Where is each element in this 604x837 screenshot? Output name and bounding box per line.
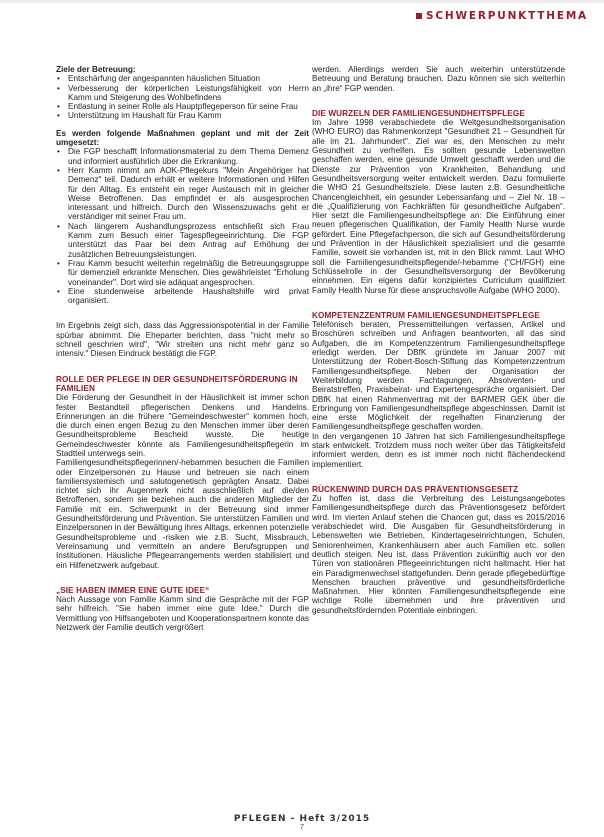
roots-paragraph: Im Jahre 1998 verabschiedete die Weltgesundheitsorganisation (WHO EURO) das Rahmenkonzept "Gesundheit 21 – Gesundheit für alle im 21. Jahrhundert". Ziel war es, den Menschen zu mehr Gesundheit zu verhelfen. Es sollten gesunde Lebenswelten geschaffen werden, eine gesunde Umwelt geschafft werden und die Dienste zur Prävention von Krankheiten, Behandlung und Gesundheitsversorgung weiter entwickelt werden. Dazu formulierte die WHO 21 Gesundheitsziele. Diese lauten z.B. Gesundheitliche Chancengleichheit, ein gesunder Lebensanfang und – Ziel Nr. 18 – die „Qualifizierung von Fachkräften für gesundheitliche Aufgaben“. Hier setzt die Familiengesundheitspflege an: Die Einführung einer neuen pflegerischen Qualifikation, der Family Health Nurse wurde gefördert. Eine Pflegefachperson, die sich auf Gesundheitsförderung und Prävention in der Häuslichkeit spezialisiert und die gesamte Familie, soweit sie vorhanden ist, mit in den Blick nimmt. Laut WHO soll die Familiengesundheitspflegende/-hebamme ("CH/FGH) eine Schlüsselrolle in der Gesundheitsversorgung der Bevölkerung einnehmen. Ein eigens dafür konzipiertes Curriculum qualifiziert Family Health Nurse für diese anspruchsvolle Aufgabe (WHO 2000). bbox=[312, 118, 565, 295]
competence-paragraph-1: Telefonisch beraten, Pressemitteilungen verfassen, Artikel und Broschüren schreiben und Anfragen beantworten, all das sind Aufgaben, die im Kompetenzzentrum Familiengesundheitspflege erledigt werden. Der DBfK gründete im Januar 2007 mit Unterstützung der Robert-Bosch-Stiftung das Kompetenzzentrum Familiengesundheitspflege. Neben der Organisation der Weiterbildung werden Fachtagungen, Absolventen- und Beiratstreffen, Praxisbeirat- und Expertengespräche organisiert. Der DBfK hat einen Rahmenvertrag mit der BARMER GEK über die Erbringung von Familiengesundheitspflege abgeschlossen. Damit ist eine erste Möglichkeit der regelhaften Finanzierung der Familiengesundheitspflege geschaffen worden. bbox=[312, 320, 565, 432]
quote-heading: „SIE HABEN IMMER EINE GUTE IDEE“ bbox=[56, 585, 210, 595]
tailwind-paragraph: Zu hoffen ist, dass die Verbreitung des Leistungsangebotes Familiengesundheitspflege durch das Präventionsgesetz befördert wird. Im vierten Anlauf stehen die Chancen gut, dass es 2015/2016 verabschiedet wird. Die Ausgaben für Gesundheitsförderung in Lebenswelten wie Betrieben, Kindertageseinrichtungen, Schulen, Seniorenheimen, Krankenhäusern aber auch Familien etc. sollen deutlich steigen. Neu ist, dass Prävention zukünftig auch vor den Türen von stationären Pflegeeinrichtungen nicht haltmacht. Hier hat ein Paradigmenwechsel stattgefunden. Denn gerade pflegebedürftige Menschen brauchen präventive und gesundheitsförderliche Maßnahmen. Hier könnten Familiengesundheitspflegende eine wichtige Rolle übernehmen und ihre präventiven und gesundheitsfördernden Potentiale einbringen. bbox=[312, 494, 565, 615]
goals-heading: Ziele der Betreuung: bbox=[56, 65, 136, 74]
section-title: SCHWERPUNKTTHEMA bbox=[426, 10, 588, 22]
list-item: • Unterstützung im Haushalt für Frau Kamm bbox=[56, 111, 309, 120]
competence-heading: KOMPETENZZENTRUM FAMILIENGESUNDHEITSPFLEGE bbox=[312, 310, 540, 320]
measures-heading: Es werden folgende Maßnahmen geplant und mit der Zeit umgesetzt: bbox=[56, 128, 309, 148]
competence-paragraph-2: In den vergangenen 10 Jahren hat sich Familiengesundheitspflege stark entwickelt. Trotzdem muss noch weiter über das Tätigkeitsfeld informiert werden, denn es ist immer noch nicht flächendeckend implementiert. bbox=[312, 431, 565, 469]
role-paragraph-2: Familiengesundheitspflegerinnen/-hebammen besuchen die Familien oder Einzelpersonen zu Hause und betreuen sie nach einem familiensystemisch und salutogenetisch geprägten Ansatz. Dabei richtet sich ihr Augenmerk nicht ausschließlich auf die/den Betroffenen, sondern sie beziehen auch die anderen Mitglieder der Familie mit ein. Schwerpunkt in der Betreuung sind immer Gesundheitsförderung und Prävention. Sie unterstützen Familien und Einzelpersonen in der Bewältigung ihres Alltags, erkennen potenzielle Gesundheitsprobleme und -risiken wie z.B. Sucht, Missbrauch, Vereinsamung und vermitteln an andere Berufsgruppen und Institutionen. Häusliche Pflegearrangements werden stabilisiert und ein Hilfenetzwerk aufgebaut. bbox=[56, 458, 309, 570]
result-paragraph: Im Ergebnis zeigt sich, dass das Aggressionspotential in der Familie spürbar abnimmt. Die Eheparter berichten, dass "nicht mehr so schnell geschrien wird", "Wir streiten uns nicht mehr ganz so intensiv." Diesen Eindruck bestätigt die FGP. bbox=[56, 321, 309, 359]
section-title-wrap bbox=[416, 10, 588, 22]
section-square-icon bbox=[416, 13, 422, 19]
role-paragraph-1: Die Förderung der Gesundheit in der Häuslichkeit ist immer schon fester Bestandteil pflegerischen Denkens und Handelns. Erinnerungen an die frühere "Gemeindeschwester" kommen hoch, die durch einen engen Bezug zu den Menschen immer über deren Gesundheitsprobleme Bescheid wusste. Die heutige Gemeindeschwester könnte als Familiengesundheitspflegerin im Stadtteil unterwegs sein. bbox=[56, 393, 309, 458]
list-item: • Nach längerem Aushandlungsprozess entschließt sich Frau Kamm zum Besuch einer Tagespflegeeinrichtung. Die FGP unterstützt das Paar bei dem Antrag auf Erhöhung der zusätzlichen Betreuungsleistungen. bbox=[56, 222, 309, 259]
list-item: • Eine stundenweise arbeitende Haushaltshilfe wird privat organisiert. bbox=[56, 287, 309, 306]
role-heading: ROLLE DER PFLEGE IN DER GESUNDHEITSFÖRDERUNG IN FAMILIEN bbox=[56, 374, 298, 393]
left-column bbox=[56, 65, 309, 632]
goals-list bbox=[56, 74, 309, 120]
list-item: • Frau Kamm besucht weiterhin regelmäßig die Betreuungsgruppe für demenziell erkrankte Menschen. Dies gewährleistet "Erholung voneinander". Dort wird sie adäquat angesprochen. bbox=[56, 259, 309, 287]
roots-heading: DIE WURZELN DER FAMILIENGESUNDHEITSPFLEGE bbox=[312, 108, 525, 118]
measures-list bbox=[56, 147, 309, 305]
list-item: • Verbesserung der körperlichen Leistungsfähigkeit von Herrn Kamm und Steigerung des Wohlbefindens bbox=[56, 84, 309, 103]
header-rule bbox=[0, 0, 604, 3]
tailwind-heading: RÜCKENWIND DURCH DAS PRÄVENTIONSGESETZ bbox=[312, 484, 519, 494]
page-header bbox=[0, 0, 604, 34]
list-item: • Entlastung in seiner Rolle als Hauptpflegeperson für seine Frau bbox=[56, 102, 309, 111]
intro-paragraph: werden. Allerdings werden Sie auch weiterhin unterstützende Betreuung und Beratung brauchen. Dazu können sie sich weiterhin an „ihre“ FGP wenden. bbox=[312, 65, 565, 93]
quote-paragraph: Nach Aussage von Familie Kamm sind die Gespräche mit der FGP sehr hilfreich. "Sie haben immer eine gute Idee." Durch die Vermittlung von Hilfsangeboten und Kooperationspartnern konnte das Netzwerk der Familie deutlich vergrößert bbox=[56, 595, 309, 633]
list-item: • Herr Kamm nimmt am AOK-Pflegekurs "Mein Angehöriger hat Demenz" teil. Dadurch erhält er weitere Informationen und Hilfen für den Alltag. Es entsteht ein reger Austausch mit in gleicher Weise Betroffenen. Das empfindet er als ausgesprochen interessant und hilfreich. Durch den Wissenszuwachs geht er verständiger mit seiner Frau um. bbox=[56, 166, 309, 222]
footer-journal: PFLEGEN - Heft 3/2015 bbox=[233, 814, 371, 824]
page-number: 7 bbox=[299, 822, 305, 831]
right-column bbox=[312, 65, 565, 615]
list-item: • Die FGP beschafft Informationsmaterial zu dem Thema Demenz und informiert ausführlich über die Erkrankung. bbox=[56, 147, 309, 166]
list-item: • Entschärfung der angespannten häuslichen Situation bbox=[56, 74, 309, 83]
